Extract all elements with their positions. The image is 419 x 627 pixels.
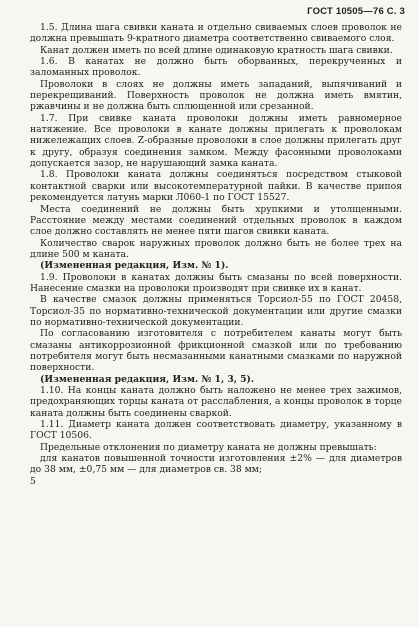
paragraph: 1.5. Длина шага свивки каната и отдельно свиваемых слоев проволок не должна превышать 9-кратного диаметра соответственно свиваемого слоя. — [30, 22, 402, 45]
paragraph: 1.11. Диаметр каната должен соответствовать диаметру, указанному в ГОСТ 10506. — [30, 419, 402, 442]
paragraph: (Измененная редакция, Изм. № 1, 3, 5). — [40, 373, 255, 385]
paragraph: Места соединений не должны быть хрупкими и утолщенными. Расстояние между местами соединений отдельных проволок в каждом слое должно составлять не менее пяти шагов свивки каната. — [30, 203, 402, 238]
paragraph: (Измененная редакция, Изм. № 1). — [40, 260, 229, 272]
paragraph: 5 — [30, 475, 36, 487]
paragraph: для канатов повышенной точности изготовления ±2% — для диаметров до 38 мм, ±0,75 мм — для диаметров св. 38 мм; — [30, 453, 402, 476]
paragraph: Проволоки в слоях не должны иметь западаний, выпячиваний и перекрещиваний. Поверхность проволок не должна иметь вмятин, ржавчины и не должна быть сплющенной или срезанной. — [30, 78, 402, 113]
paragraph: 1.6. В канатах не должно быть оборванных, перекрученных и заломанных проволок. — [30, 56, 402, 79]
page-header: ГОСТ 10505—76 С. 3 — [307, 6, 405, 17]
paragraph: По согласованию изготовителя с потребителем канаты могут быть смазаны антикоррозионной фрикционной смазкой или по требованию потребителя могут быть несмазанными канатными смазками по наружной поверхности. — [30, 328, 402, 374]
paragraph: В качестве смазок должны применяться Торсиол-55 по ГОСТ 20458, Торсиол-35 по нормативно-технической документации или другие смазки по нормативно-технической документации. — [30, 294, 402, 328]
paragraph: 1.7. При свивке каната проволоки должны иметь равномерное натяжение. Все проволоки в канате должны прилегать к проволокам нижележащих слоев. Z-образные проволоки в слое должны прилегать друг к другу, образуя соединения замком. Между фасонными проволоками допускается зазор, не нарушающий замка каната. — [30, 112, 402, 170]
paragraph: Количество сварок наружных проволок должно быть не более трех на длине 500 м каната. — [30, 237, 402, 260]
paragraph: 1.8. Проволоки каната должны соединяться посредством стыковой контактной сварки или высокотемпературной пайки. В качестве припоя рекомендуется латунь марки Л060-1 по ГОСТ 15527. — [30, 169, 402, 204]
paragraph: Канат должен иметь по всей длине одинаковую кратность шага свивки. — [40, 44, 393, 56]
paragraph: 1.9. Проволоки в канатах должны быть смазаны по всей поверхности. Нанесение смазки на проволоки производят при свивке их в канат. — [30, 271, 402, 294]
document-body — [30, 22, 402, 487]
paragraph: Предельные отклонения по диаметру каната не должны превышать: — [40, 441, 377, 453]
paragraph: 1.10. На концы каната должно быть наложено не менее трех зажимов, предохраняющих торцы каната от расслабления, а концы проволок в торце каната должны быть соединены сваркой. — [30, 385, 402, 419]
